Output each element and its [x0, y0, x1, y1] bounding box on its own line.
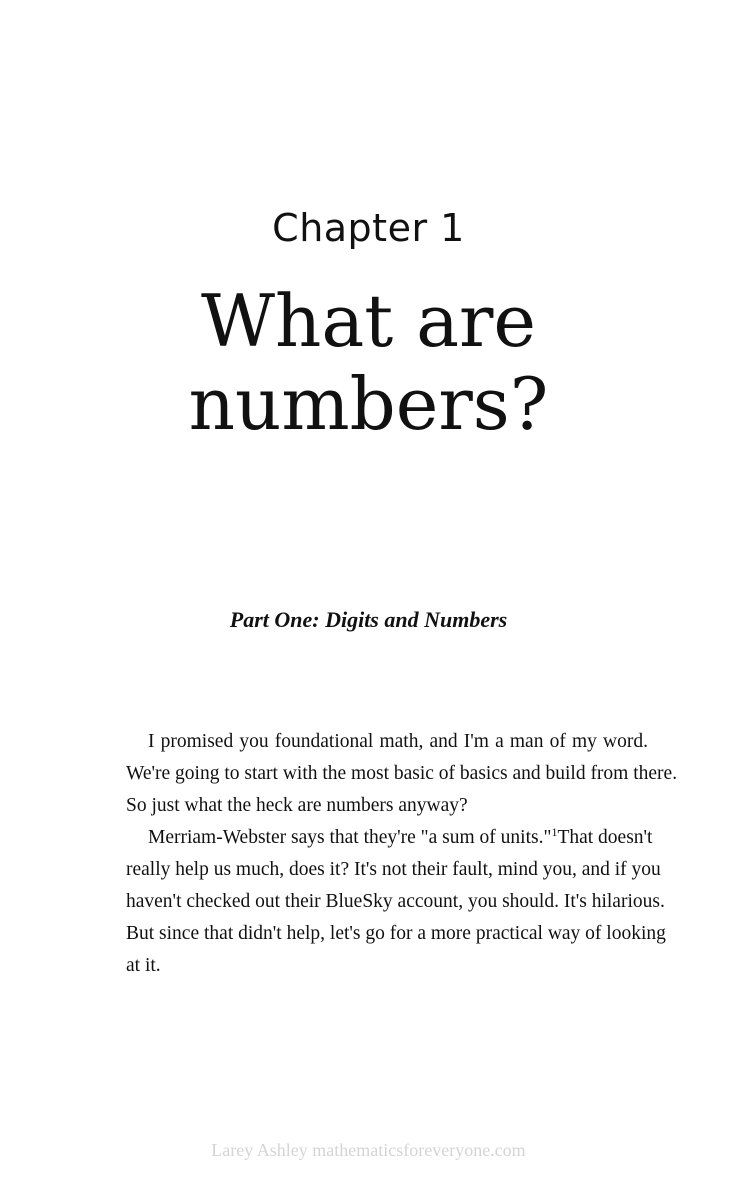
body-line: at it. — [126, 955, 161, 976]
body-line: haven't checked out their BlueSky account, you should. It's hilarious. — [126, 891, 665, 912]
body-line: So just what the heck are numbers anyway? — [126, 795, 468, 816]
body-line: really help us much, does it? It's not their fault, mind you, and if you — [126, 859, 661, 880]
chapter-title-line-2: numbers? — [188, 362, 549, 446]
body-line-part: That doesn't — [557, 827, 653, 848]
body-line: I promised you foundational math, and I'm a man of my word. — [148, 731, 648, 752]
section-heading: Part One: Digits and Numbers — [229, 607, 508, 632]
footnote-marker[interactable]: 1 — [551, 825, 558, 839]
body-line: But since that didn't help, let's go for a more practical way of looking — [126, 923, 666, 944]
body-line: We're going to start with the most basic of basics and build from there. — [126, 763, 678, 784]
chapter-label: Chapter 1 — [272, 206, 465, 250]
page-footer: Larey Ashley mathematicsforeveryone.com — [211, 1140, 526, 1160]
body-line — [126, 822, 653, 854]
chapter-title-line-1: What are — [200, 279, 537, 363]
body-line-part: Merriam-Webster says that they're "a sum of units."$^1$ — [148, 825, 558, 848]
